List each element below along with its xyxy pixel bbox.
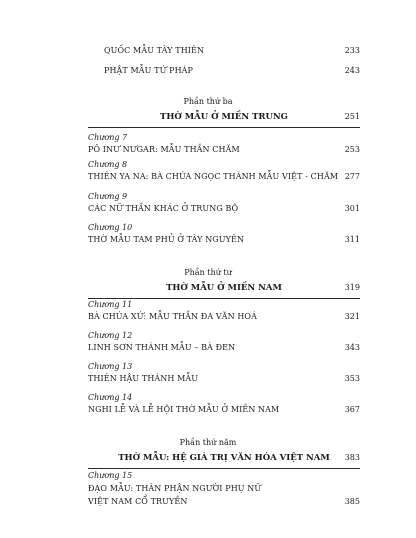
toc-entry[interactable]: [88, 172, 360, 186]
divider: [88, 468, 360, 469]
entry-title: BÀ CHÚA XỨ: MẪU THẦN ĐA VĂN HOÁ: [88, 312, 257, 321]
part-heading[interactable]: [88, 283, 360, 297]
toc-entry[interactable]: [88, 374, 360, 388]
entry-title: ĐẠO MẪU: THÂN PHẬN NGƯỜI PHỤ NỮ: [88, 484, 262, 493]
chapter-label: Chương 9: [88, 192, 128, 201]
toc-entry[interactable]: [104, 66, 360, 80]
chapter-label: Chương 8: [88, 160, 128, 169]
chapter-label: Chương 7: [88, 133, 128, 142]
part-heading[interactable]: [88, 112, 360, 126]
entry-page: 243: [344, 66, 360, 75]
toc-entry[interactable]: [88, 405, 360, 419]
entry-page: 353: [344, 374, 360, 383]
entry-page: 301: [344, 204, 360, 213]
entry-title: NGHI LỄ VÀ LỄ HỘI THỜ MẪU Ở MIỀN NAM: [88, 405, 280, 414]
entry-page: 253: [344, 145, 360, 154]
part-page: 383: [344, 453, 360, 462]
part-label: Phần thứ năm: [179, 438, 237, 447]
part-label: Phần thứ ba: [183, 97, 233, 106]
entry-title: PHẬT MẪU TỨ PHÁP: [104, 66, 194, 75]
entry-title: THIÊN YA NA: BÀ CHÚA NGỌC THÁNH MẪU VIỆT - CHĂM: [88, 172, 339, 181]
part-label: Phần thứ tư: [184, 268, 232, 277]
toc-entry[interactable]: [88, 235, 360, 249]
part-page: 251: [344, 112, 360, 121]
toc-entry[interactable]: [104, 46, 360, 60]
toc-entry[interactable]: [88, 343, 360, 357]
toc-entry[interactable]: [88, 204, 360, 218]
toc-entry[interactable]: [88, 312, 360, 326]
chapter-label: Chương 15: [88, 471, 133, 480]
part-title: THỜ MẪU Ở MIỀN TRUNG: [160, 112, 288, 122]
chapter-label: Chương 10: [88, 223, 133, 232]
entry-page: 385: [344, 497, 360, 506]
entry-page: 233: [344, 46, 360, 55]
entry-title: LINH SƠN THÁNH MẪU – BÀ ĐEN: [88, 343, 236, 352]
entry-page: 277: [344, 172, 360, 181]
chapter-label: Chương 11: [88, 300, 133, 309]
entry-page: 367: [344, 405, 360, 414]
entry-title: THỜ MẪU TAM PHỦ Ở TÂY NGUYÊN: [88, 235, 245, 244]
divider: [88, 127, 360, 128]
entry-page: 311: [344, 235, 360, 244]
chapter-label: Chương 14: [88, 393, 133, 402]
part-title: THỜ MẪU Ở MIỀN NAM: [166, 283, 282, 293]
toc-entry[interactable]: [88, 484, 360, 498]
entry-page: 321: [344, 312, 360, 321]
entry-title: QUỐC MẪU TÂY THIÊN: [104, 46, 205, 55]
entry-title: VIỆT NAM CỔ TRUYỀN: [88, 497, 188, 506]
entry-title: THIÊN HẬU THÁNH MẪU: [88, 374, 199, 383]
entry-title: PÔ INƯ NƯGAR: MẪU THẦN CHĂM: [88, 145, 240, 154]
entry-page: 343: [344, 343, 360, 352]
toc-entry-continued[interactable]: [88, 497, 360, 511]
part-title: THỜ MẪU: HỆ GIÁ TRỊ VĂN HÓA VIỆT NAM: [118, 453, 330, 463]
entry-title: CÁC NỮ THẦN KHÁC Ở TRUNG BỘ: [88, 204, 239, 213]
chapter-label: Chương 12: [88, 331, 133, 340]
part-page: 319: [344, 283, 360, 292]
part-heading[interactable]: [88, 453, 360, 467]
divider: [88, 298, 360, 299]
chapter-label: Chương 13: [88, 362, 133, 371]
toc-entry[interactable]: [88, 145, 360, 159]
